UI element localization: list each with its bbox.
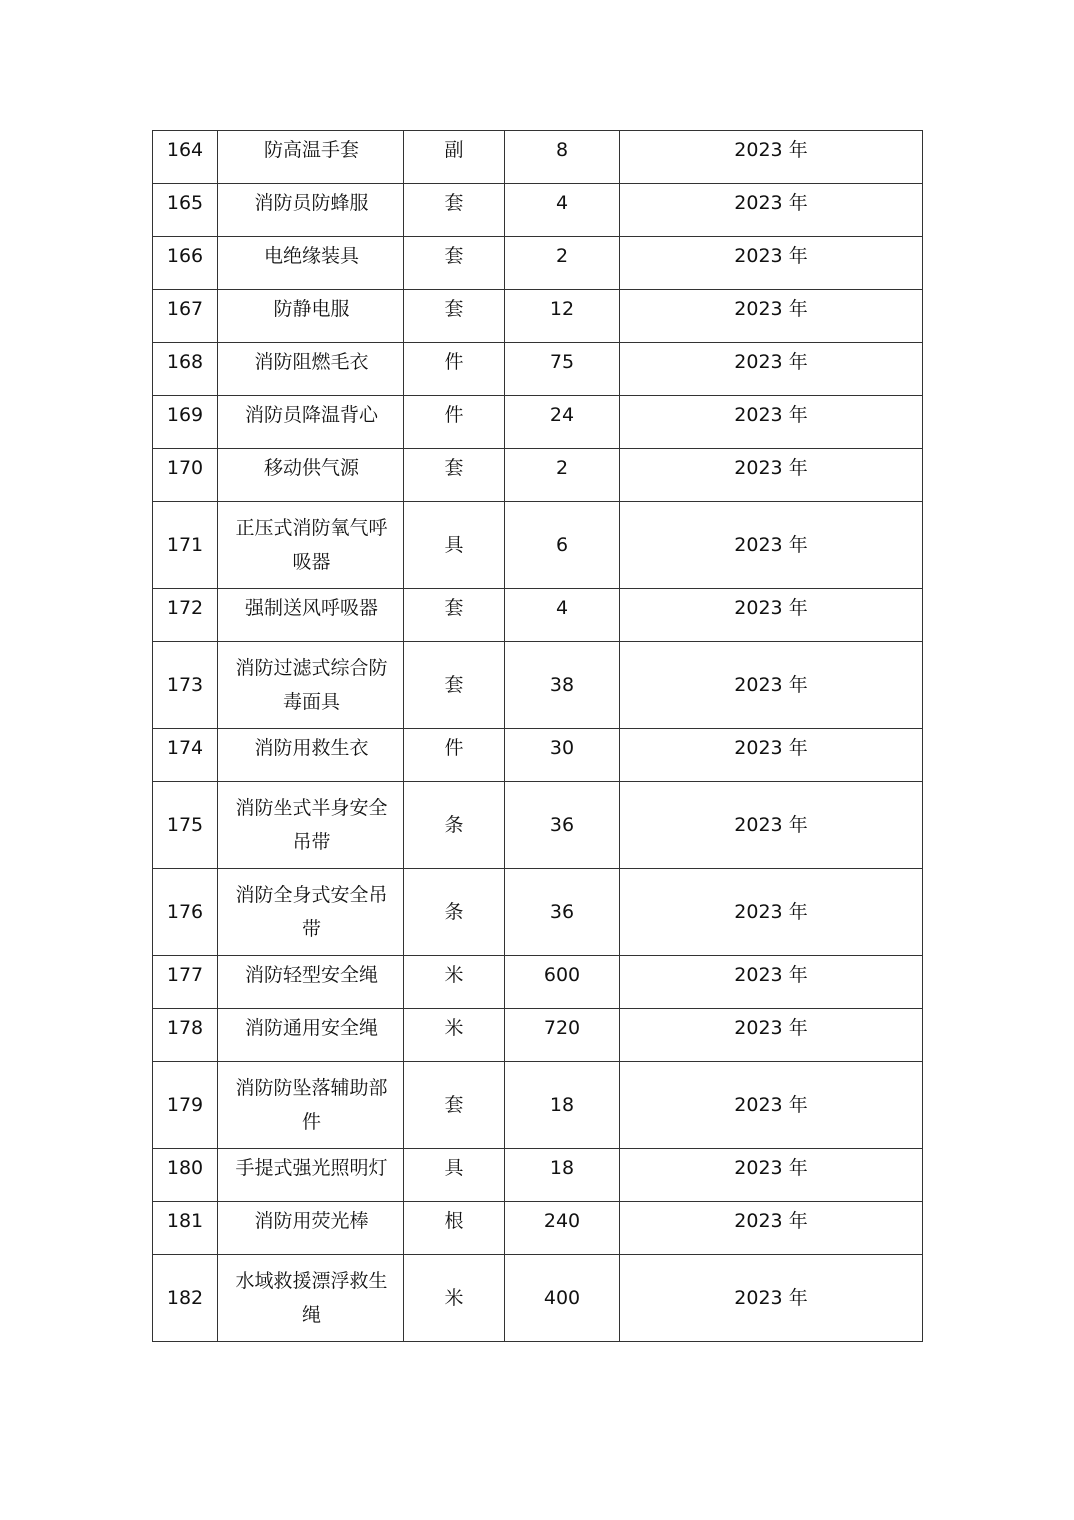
item-unit: 具 [404,1149,505,1202]
item-unit: 套 [404,1062,505,1149]
table-row [153,343,923,396]
item-name: 电绝缘装具 [218,237,404,290]
item-number: 167 [153,290,218,343]
item-name: 消防通用安全绳 [218,1009,404,1062]
item-name: 消防坐式半身安全吊带 [218,782,404,869]
item-number: 173 [153,642,218,729]
item-name: 消防员防蜂服 [218,184,404,237]
item-year: 2023 年 [620,237,923,290]
table-row [153,869,923,956]
table-row [153,782,923,869]
item-number: 168 [153,343,218,396]
item-year: 2023 年 [620,1009,923,1062]
item-quantity: 8 [505,131,620,184]
table-row [153,1062,923,1149]
item-year: 2023 年 [620,184,923,237]
item-number: 179 [153,1062,218,1149]
item-quantity: 4 [505,589,620,642]
item-name: 移动供气源 [218,449,404,502]
item-number: 181 [153,1202,218,1255]
table-row [153,1009,923,1062]
item-year: 2023 年 [620,290,923,343]
table-row [153,1255,923,1342]
item-year: 2023 年 [620,642,923,729]
item-year: 2023 年 [620,589,923,642]
item-unit: 套 [404,184,505,237]
item-name: 消防轻型安全绳 [218,956,404,1009]
item-number: 178 [153,1009,218,1062]
item-quantity: 75 [505,343,620,396]
item-number: 176 [153,869,218,956]
item-number: 172 [153,589,218,642]
table-row [153,1202,923,1255]
item-unit: 套 [404,237,505,290]
table-row [153,642,923,729]
item-year: 2023 年 [620,396,923,449]
item-year: 2023 年 [620,1149,923,1202]
item-year: 2023 年 [620,343,923,396]
item-name: 消防用荧光棒 [218,1202,404,1255]
item-quantity: 600 [505,956,620,1009]
item-quantity: 4 [505,184,620,237]
item-name: 消防全身式安全吊带 [218,869,404,956]
table-row [153,956,923,1009]
item-quantity: 720 [505,1009,620,1062]
item-quantity: 24 [505,396,620,449]
item-unit: 米 [404,1255,505,1342]
item-year: 2023 年 [620,729,923,782]
item-name: 消防过滤式综合防毒面具 [218,642,404,729]
item-year: 2023 年 [620,956,923,1009]
item-quantity: 18 [505,1149,620,1202]
item-quantity: 38 [505,642,620,729]
item-quantity: 400 [505,1255,620,1342]
item-quantity: 6 [505,502,620,589]
table-row [153,502,923,589]
table-row [153,131,923,184]
table-row [153,589,923,642]
item-number: 174 [153,729,218,782]
item-name: 消防用救生衣 [218,729,404,782]
item-number: 180 [153,1149,218,1202]
item-year: 2023 年 [620,449,923,502]
equipment-table [152,130,923,1342]
equipment-table-body [153,131,923,1342]
item-name: 消防员降温背心 [218,396,404,449]
item-year: 2023 年 [620,1202,923,1255]
item-unit: 套 [404,589,505,642]
item-number: 171 [153,502,218,589]
item-unit: 副 [404,131,505,184]
item-quantity: 18 [505,1062,620,1149]
item-number: 170 [153,449,218,502]
item-unit: 具 [404,502,505,589]
item-quantity: 2 [505,449,620,502]
table-row [153,729,923,782]
item-unit: 件 [404,343,505,396]
item-name: 强制送风呼吸器 [218,589,404,642]
item-unit: 件 [404,729,505,782]
item-unit: 米 [404,1009,505,1062]
item-quantity: 36 [505,782,620,869]
item-year: 2023 年 [620,131,923,184]
item-number: 164 [153,131,218,184]
item-number: 182 [153,1255,218,1342]
item-quantity: 30 [505,729,620,782]
item-unit: 套 [404,642,505,729]
item-unit: 米 [404,956,505,1009]
table-row [153,396,923,449]
item-year: 2023 年 [620,502,923,589]
item-number: 166 [153,237,218,290]
item-year: 2023 年 [620,1255,923,1342]
item-unit: 根 [404,1202,505,1255]
item-quantity: 36 [505,869,620,956]
table-row [153,290,923,343]
item-quantity: 240 [505,1202,620,1255]
item-name: 消防阻燃毛衣 [218,343,404,396]
item-name: 防静电服 [218,290,404,343]
item-year: 2023 年 [620,869,923,956]
item-number: 177 [153,956,218,1009]
table-row [153,449,923,502]
item-name: 水域救援漂浮救生绳 [218,1255,404,1342]
item-year: 2023 年 [620,782,923,869]
table-row [153,184,923,237]
table-row [153,237,923,290]
item-quantity: 12 [505,290,620,343]
item-name: 防高温手套 [218,131,404,184]
item-number: 165 [153,184,218,237]
item-unit: 件 [404,396,505,449]
item-name: 正压式消防氧气呼吸器 [218,502,404,589]
table-row [153,1149,923,1202]
item-name: 消防防坠落辅助部件 [218,1062,404,1149]
item-number: 169 [153,396,218,449]
item-quantity: 2 [505,237,620,290]
item-year: 2023 年 [620,1062,923,1149]
item-unit: 套 [404,449,505,502]
item-unit: 套 [404,290,505,343]
item-unit: 条 [404,782,505,869]
item-name: 手提式强光照明灯 [218,1149,404,1202]
item-unit: 条 [404,869,505,956]
item-number: 175 [153,782,218,869]
